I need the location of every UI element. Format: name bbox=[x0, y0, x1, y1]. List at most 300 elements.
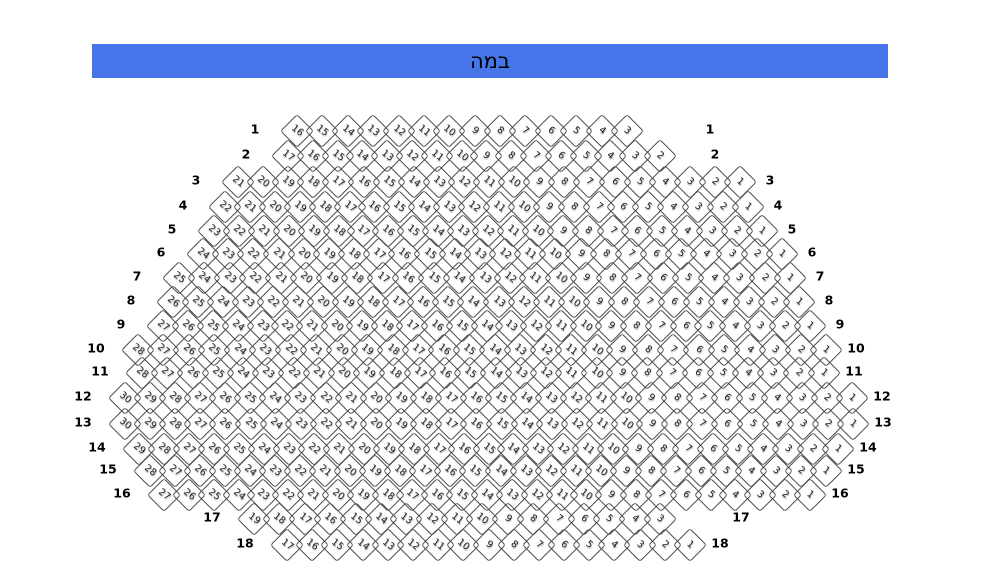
seat-number: 9 bbox=[616, 366, 628, 379]
row-label-left-8: 8 bbox=[126, 292, 136, 308]
seat[interactable] bbox=[643, 502, 677, 536]
seat-number: 1 bbox=[804, 488, 816, 501]
seat-number: 18 bbox=[392, 462, 409, 479]
seat-number: 11 bbox=[593, 415, 611, 432]
seat-number: 11 bbox=[540, 293, 557, 310]
seat-number: 24 bbox=[229, 317, 246, 334]
seat-number: 4 bbox=[629, 512, 641, 525]
seat-number: 8 bbox=[630, 488, 642, 501]
seat-number: 16 bbox=[442, 462, 459, 479]
seat-number: 2 bbox=[795, 464, 807, 477]
seat-number: 24 bbox=[230, 486, 247, 503]
seat-number: 4 bbox=[718, 295, 730, 308]
seat-number: 8 bbox=[568, 200, 580, 213]
seat-number: 24 bbox=[231, 341, 249, 358]
seat-number: 6 bbox=[695, 464, 707, 477]
seat-number: 24 bbox=[255, 440, 273, 457]
seat-number: 13 bbox=[379, 147, 396, 164]
seat-number: 2 bbox=[793, 366, 805, 379]
seat-number: 3 bbox=[629, 149, 642, 162]
seat-number: 21 bbox=[272, 269, 290, 286]
seat-number: 10 bbox=[578, 486, 595, 503]
seat-number: 10 bbox=[588, 341, 605, 358]
seat-number: 5 bbox=[693, 295, 705, 308]
seat-number: 6 bbox=[545, 124, 557, 137]
seat-number: 22 bbox=[280, 486, 297, 503]
seat-number: 14 bbox=[339, 122, 357, 139]
seat-number: 1 bbox=[820, 464, 832, 477]
seat-number: 15 bbox=[314, 122, 331, 139]
seat-number: 21 bbox=[230, 173, 247, 190]
seat-number: 18 bbox=[378, 317, 396, 334]
seat-number: 18 bbox=[316, 198, 333, 215]
seat-number: 18 bbox=[384, 341, 402, 358]
seat-number: 17 bbox=[417, 462, 434, 479]
seat-number: 15 bbox=[440, 293, 457, 310]
seat-number: 11 bbox=[563, 341, 580, 358]
seat-number: 9 bbox=[646, 417, 659, 430]
seat-number: 26 bbox=[217, 389, 234, 406]
seat-number: 9 bbox=[543, 200, 555, 213]
seat-number: 18 bbox=[346, 245, 363, 262]
row-label-left-5: 5 bbox=[167, 221, 177, 237]
seat-number: 28 bbox=[130, 341, 147, 358]
seat-number: 2 bbox=[659, 538, 671, 551]
seat-number: 10 bbox=[515, 198, 533, 215]
seat-number: 7 bbox=[655, 488, 667, 501]
row-label-right-12: 12 bbox=[873, 388, 891, 404]
seat-number: 5 bbox=[732, 442, 745, 455]
seat-number: 3 bbox=[797, 417, 809, 430]
seat-number: 12 bbox=[501, 269, 519, 286]
seat-number: 8 bbox=[606, 271, 618, 284]
seat-number: 4 bbox=[772, 417, 784, 430]
seat-number: 23 bbox=[255, 486, 272, 503]
seat-number: 5 bbox=[633, 175, 646, 188]
seat-number: 12 bbox=[542, 462, 559, 479]
seat-number: 4 bbox=[608, 538, 621, 551]
seat-number: 6 bbox=[668, 295, 680, 308]
row-label-left-12: 12 bbox=[74, 388, 92, 404]
seat-number: 13 bbox=[503, 317, 520, 334]
seat-number: 2 bbox=[768, 295, 780, 308]
seat-number: 14 bbox=[505, 440, 522, 457]
seat-number: 23 bbox=[260, 364, 277, 381]
seat-number: 16 bbox=[380, 222, 397, 239]
seat-number: 6 bbox=[707, 442, 720, 455]
seat-number: 4 bbox=[743, 343, 756, 356]
seat-number: 8 bbox=[642, 343, 654, 356]
row-label-right-2: 2 bbox=[710, 146, 720, 162]
seat-number: 13 bbox=[455, 222, 472, 239]
seat-number: 1 bbox=[684, 538, 696, 551]
seat-number: 26 bbox=[180, 341, 198, 358]
seat-number: 8 bbox=[505, 149, 518, 162]
seat-number: 2 bbox=[717, 200, 730, 213]
seat-number: 6 bbox=[692, 343, 705, 356]
seat-number: 16 bbox=[355, 173, 372, 190]
seat-number: 14 bbox=[430, 222, 447, 239]
seat-number: 27 bbox=[167, 462, 184, 479]
seat-number: 23 bbox=[206, 222, 223, 239]
seat-number: 25 bbox=[242, 415, 259, 432]
seat-number: 9 bbox=[469, 124, 481, 137]
seat-number: 27 bbox=[180, 440, 198, 457]
seat-number: 5 bbox=[746, 391, 758, 404]
row-label-right-13: 13 bbox=[874, 414, 892, 430]
seat-number: 12 bbox=[466, 198, 483, 215]
seat-number: 17 bbox=[404, 486, 421, 503]
seat[interactable] bbox=[643, 139, 677, 173]
seat-number: 18 bbox=[305, 173, 322, 190]
seat-number: 26 bbox=[205, 440, 223, 457]
seat-number: 17 bbox=[280, 147, 297, 164]
seat-number: 25 bbox=[204, 317, 222, 334]
seat-number: 11 bbox=[553, 486, 570, 503]
seat-number: 19 bbox=[367, 462, 384, 479]
seat-number: 10 bbox=[529, 222, 547, 239]
seat-number: 9 bbox=[593, 295, 605, 308]
row-label-left-14: 14 bbox=[88, 439, 106, 455]
row-label-right-7: 7 bbox=[815, 268, 825, 284]
seat-number: 22 bbox=[230, 222, 248, 239]
seat-number: 12 bbox=[568, 389, 585, 406]
seat-number: 18 bbox=[417, 389, 435, 406]
row-label-right-9: 9 bbox=[835, 316, 845, 332]
seat-number: 12 bbox=[555, 440, 572, 457]
seat-number: 16 bbox=[468, 415, 485, 432]
seat-number: 3 bbox=[743, 295, 755, 308]
seat-number: 6 bbox=[555, 149, 567, 162]
seat-number: 8 bbox=[671, 417, 684, 430]
seat-number: 4 bbox=[729, 319, 742, 332]
seat-number: 24 bbox=[267, 389, 284, 406]
seat-number: 9 bbox=[605, 488, 618, 501]
seat-number: 21 bbox=[270, 245, 287, 262]
seat-number: 8 bbox=[618, 295, 630, 308]
seat-number: 5 bbox=[642, 200, 655, 213]
seat-number: 5 bbox=[675, 247, 688, 260]
seat-number: 2 bbox=[731, 224, 743, 237]
seat-number: 19 bbox=[280, 173, 297, 190]
seat-number: 6 bbox=[692, 366, 704, 379]
seat-number: 7 bbox=[682, 442, 695, 455]
seat-number: 18 bbox=[405, 440, 422, 457]
seat-number: 11 bbox=[415, 122, 433, 139]
seat-number: 13 bbox=[476, 269, 493, 286]
seat-number: 5 bbox=[720, 464, 732, 477]
row-label-left-4: 4 bbox=[178, 197, 188, 213]
seat-number: 22 bbox=[217, 198, 234, 215]
seat-number: 14 bbox=[446, 245, 464, 262]
seat-number: 6 bbox=[608, 175, 621, 188]
seat-number: 12 bbox=[455, 173, 473, 190]
seat-number: 15 bbox=[380, 173, 397, 190]
seat-number: 16 bbox=[437, 364, 454, 381]
seat-number: 14 bbox=[492, 462, 509, 479]
seat-number: 18 bbox=[379, 486, 396, 503]
seat-number: 19 bbox=[291, 198, 309, 215]
seat-number: 14 bbox=[518, 389, 535, 406]
seat-number: 10 bbox=[453, 147, 470, 164]
seat-number: 4 bbox=[757, 442, 770, 455]
seat-number: 10 bbox=[619, 415, 636, 432]
seat-number: 12 bbox=[480, 222, 497, 239]
seat-number: 22 bbox=[279, 317, 296, 334]
seat-number: 1 bbox=[734, 175, 746, 188]
seat-number: 23 bbox=[220, 245, 237, 262]
seat-number: 13 bbox=[441, 198, 458, 215]
seat-number: 3 bbox=[767, 366, 780, 379]
seat-number: 12 bbox=[528, 317, 545, 334]
seat-number: 9 bbox=[502, 512, 514, 525]
seat-number: 25 bbox=[230, 440, 248, 457]
seat-number: 3 bbox=[634, 538, 646, 551]
seat-number: 6 bbox=[721, 391, 733, 404]
seat-number: 7 bbox=[519, 124, 532, 137]
seat-number: 6 bbox=[721, 417, 734, 430]
seat-number: 3 bbox=[621, 124, 633, 137]
seat-number: 6 bbox=[650, 247, 663, 260]
seat-number: 20 bbox=[333, 341, 351, 358]
seat-number: 8 bbox=[494, 124, 506, 137]
seat-number: 20 bbox=[315, 293, 332, 310]
seat-number: 3 bbox=[754, 488, 767, 501]
seat-number: 12 bbox=[404, 536, 422, 553]
seat-number: 19 bbox=[354, 486, 372, 503]
seat-number: 17 bbox=[371, 245, 388, 262]
seat-number: 1 bbox=[832, 442, 844, 455]
seat-number: 18 bbox=[271, 510, 288, 527]
seat-number: 4 bbox=[595, 124, 608, 137]
seat-number: 12 bbox=[568, 415, 586, 432]
seat-number: 22 bbox=[285, 364, 302, 381]
seat-number: 5 bbox=[682, 271, 695, 284]
seat-number: 24 bbox=[242, 462, 259, 479]
seat-number: 3 bbox=[770, 464, 782, 477]
seat-number: 15 bbox=[493, 389, 510, 406]
row-label-right-16: 16 bbox=[831, 485, 849, 501]
seat-number: 19 bbox=[320, 245, 338, 262]
seat-number: 1 bbox=[804, 319, 816, 332]
seat-number: 5 bbox=[570, 124, 583, 137]
seat-number: 7 bbox=[696, 417, 709, 430]
seat-number: 13 bbox=[398, 510, 415, 527]
seat-number: 22 bbox=[317, 389, 334, 406]
row-label-left-13: 13 bbox=[74, 414, 92, 430]
seat-number: 19 bbox=[380, 440, 397, 457]
seat-number: 18 bbox=[386, 364, 403, 381]
seat-number: 12 bbox=[537, 341, 555, 358]
seat-number: 4 bbox=[708, 271, 720, 284]
seat-number: 20 bbox=[329, 486, 347, 503]
seat[interactable] bbox=[673, 528, 707, 562]
seat-number: 22 bbox=[245, 245, 262, 262]
seat-number: 13 bbox=[430, 173, 448, 190]
seat-number: 13 bbox=[517, 462, 534, 479]
seat-number: 7 bbox=[666, 366, 679, 379]
seat-number: 7 bbox=[667, 343, 680, 356]
seat-number: 1 bbox=[793, 295, 805, 308]
seat-number: 8 bbox=[527, 512, 540, 525]
seat-number: 24 bbox=[267, 415, 284, 432]
seat-number: 1 bbox=[847, 417, 859, 430]
seat-number: 22 bbox=[265, 293, 282, 310]
seat-number: 2 bbox=[758, 271, 771, 284]
row-label-left-15: 15 bbox=[99, 461, 117, 477]
seat-number: 8 bbox=[508, 538, 520, 551]
row-label-left-16: 16 bbox=[113, 485, 131, 501]
seat-number: 11 bbox=[593, 389, 610, 406]
seat-number: 5 bbox=[583, 538, 596, 551]
seat-number: 7 bbox=[631, 271, 644, 284]
seat-number: 25 bbox=[205, 486, 222, 503]
seat-number: 7 bbox=[625, 247, 637, 260]
seat-number: 7 bbox=[530, 149, 542, 162]
seat-number: 27 bbox=[159, 364, 176, 381]
seat-number: 9 bbox=[616, 343, 629, 356]
seat-number: 2 bbox=[794, 343, 807, 356]
seat-number: 2 bbox=[779, 488, 792, 501]
row-label-left-1: 1 bbox=[250, 121, 260, 137]
seat-number: 14 bbox=[465, 293, 482, 310]
seat-number: 24 bbox=[235, 364, 252, 381]
row-label-left-10: 10 bbox=[87, 340, 105, 356]
seat-number: 14 bbox=[487, 364, 504, 381]
seat-number: 8 bbox=[641, 366, 654, 379]
seat-number: 11 bbox=[522, 245, 539, 262]
seat-number: 28 bbox=[155, 440, 173, 457]
seat-number: 23 bbox=[240, 293, 257, 310]
seat-number: 17 bbox=[430, 440, 447, 457]
seat-number: 7 bbox=[592, 200, 605, 213]
seat-number: 27 bbox=[156, 486, 173, 503]
row-label-left-3: 3 bbox=[191, 172, 201, 188]
row-label-right-18: 18 bbox=[711, 535, 729, 551]
seat-number: 16 bbox=[429, 486, 446, 503]
seat-number: 25 bbox=[206, 341, 223, 358]
seat-number: 27 bbox=[155, 317, 172, 334]
seat-number: 13 bbox=[512, 341, 529, 358]
seat-number: 9 bbox=[480, 149, 493, 162]
seat-number: 5 bbox=[704, 488, 717, 501]
row-label-right-5: 5 bbox=[787, 221, 797, 237]
seat-number: 21 bbox=[290, 293, 307, 310]
seat-number: 9 bbox=[580, 271, 593, 284]
seat-number: 16 bbox=[304, 147, 322, 164]
seat-number: 26 bbox=[192, 462, 209, 479]
seat-number: 24 bbox=[215, 293, 232, 310]
seat-number: 17 bbox=[374, 269, 391, 286]
seat-number: 25 bbox=[171, 269, 188, 286]
seat-number: 20 bbox=[266, 198, 284, 215]
seat-number: 25 bbox=[242, 389, 259, 406]
seat-number: 6 bbox=[657, 271, 669, 284]
seat-number: 20 bbox=[329, 317, 346, 334]
seat-number: 14 bbox=[518, 415, 535, 432]
seat-number: 21 bbox=[241, 198, 259, 215]
seat-number: 16 bbox=[322, 510, 339, 527]
seat-number: 11 bbox=[449, 510, 466, 527]
seat-number: 7 bbox=[583, 175, 596, 188]
seat-number: 19 bbox=[392, 389, 410, 406]
seat-number: 8 bbox=[670, 391, 683, 404]
row-label-right-8: 8 bbox=[824, 292, 834, 308]
seat-number: 14 bbox=[486, 341, 504, 358]
seat-number: 19 bbox=[340, 293, 357, 310]
seat-number: 10 bbox=[552, 269, 570, 286]
seat-number: 23 bbox=[267, 462, 284, 479]
seat-number: 7 bbox=[695, 391, 708, 404]
seat-number: 15 bbox=[329, 536, 346, 553]
seat-number: 1 bbox=[846, 391, 858, 404]
seat-number: 26 bbox=[165, 293, 182, 310]
seat-number: 15 bbox=[453, 317, 470, 334]
seat-number: 16 bbox=[400, 269, 417, 286]
seat-number: 18 bbox=[418, 415, 435, 432]
seat-number: 10 bbox=[474, 510, 491, 527]
seat-number: 16 bbox=[366, 198, 383, 215]
seat-number: 4 bbox=[604, 149, 617, 162]
seat-number: 15 bbox=[405, 222, 422, 239]
seat-number: 10 bbox=[441, 122, 458, 139]
seat-number: 12 bbox=[404, 147, 421, 164]
seat-number: 20 bbox=[295, 245, 312, 262]
seat-number: 22 bbox=[305, 440, 323, 457]
seat-number: 20 bbox=[368, 415, 385, 432]
seat-number: 19 bbox=[246, 510, 263, 527]
seat-number: 17 bbox=[410, 341, 427, 358]
seat-number: 13 bbox=[543, 415, 561, 432]
seat-number: 21 bbox=[304, 317, 321, 334]
seat-number: 7 bbox=[606, 224, 619, 237]
seat-number: 17 bbox=[403, 317, 421, 334]
seat-number: 3 bbox=[796, 391, 808, 404]
seat-number: 13 bbox=[490, 293, 507, 310]
seat-number: 26 bbox=[179, 317, 197, 334]
row-label-left-2: 2 bbox=[241, 146, 251, 162]
seat-number: 23 bbox=[254, 317, 271, 334]
seat-number: 7 bbox=[655, 319, 667, 332]
row-label-right-14: 14 bbox=[859, 439, 877, 455]
seat-number: 27 bbox=[155, 341, 172, 358]
seat-number: 4 bbox=[700, 247, 713, 260]
seat-number: 3 bbox=[726, 247, 738, 260]
seat-number: 11 bbox=[567, 462, 584, 479]
seat-number: 15 bbox=[421, 245, 438, 262]
seat-number: 15 bbox=[391, 198, 408, 215]
seat-number: 15 bbox=[347, 510, 364, 527]
seat-number: 19 bbox=[359, 341, 376, 358]
seat-number: 12 bbox=[390, 122, 407, 139]
stage-banner bbox=[92, 44, 888, 78]
seat-number: 16 bbox=[304, 536, 321, 553]
seat-number: 8 bbox=[558, 175, 571, 188]
seat-number: 1 bbox=[818, 366, 830, 379]
seat-number: 12 bbox=[538, 364, 555, 381]
seat-number: 9 bbox=[605, 319, 617, 332]
seat-number: 18 bbox=[349, 269, 366, 286]
seat-number: 10 bbox=[588, 364, 605, 381]
seat-number: 16 bbox=[467, 389, 485, 406]
seat-number: 3 bbox=[782, 442, 794, 455]
seat-number: 11 bbox=[504, 222, 522, 239]
seat-number: 17 bbox=[442, 389, 460, 406]
seat-number: 14 bbox=[479, 486, 496, 503]
seat-number: 15 bbox=[329, 147, 346, 164]
seat-number: 4 bbox=[742, 366, 755, 379]
seat-number: 20 bbox=[298, 269, 315, 286]
